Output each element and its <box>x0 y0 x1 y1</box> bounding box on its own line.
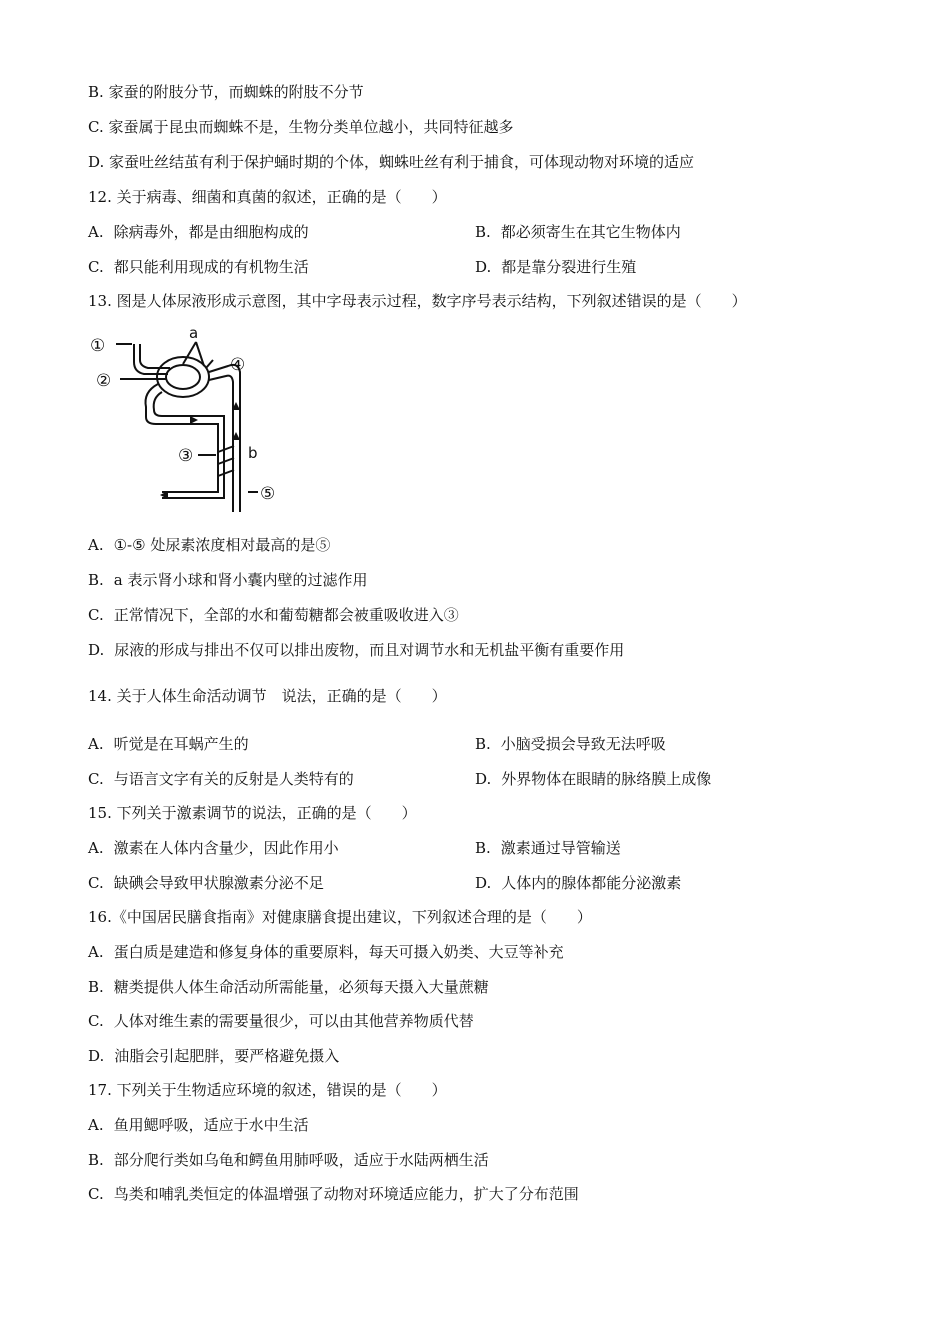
option-text: 人体对维生素的需要量很少，可以由其他营养物质代替 <box>113 1012 474 1030</box>
q17-option-c <box>88 1184 579 1204</box>
q13-option-a <box>88 535 330 555</box>
option-letter: B. <box>475 223 491 241</box>
diagram-label-4: ④ <box>230 355 246 375</box>
option-letter: C. <box>88 118 104 136</box>
reabsorption-arrows <box>218 446 234 476</box>
q16-option-a <box>88 942 564 962</box>
diagram-label-5: ⑤ <box>260 484 276 504</box>
option-letter: C. <box>88 606 104 624</box>
q12-option-b <box>475 222 681 242</box>
q17-stem: 17. 下列关于生物适应环境的叙述，错误的是（ ） <box>88 1081 447 1099</box>
option-letter: C. <box>88 770 104 788</box>
q15-option-a <box>88 838 339 858</box>
option-letter: A. <box>88 223 104 241</box>
option-text: 听觉是在耳蜗产生的 <box>113 735 249 753</box>
urine-formation-diagram <box>88 322 288 517</box>
option-text: ①-⑤ 处尿素浓度相对最高的是⑤ <box>113 536 331 554</box>
option-text: 都必须寄生在其它生物体内 <box>500 223 681 241</box>
option-text: 小脑受损会导致无法呼吸 <box>500 735 666 753</box>
q12-option-a <box>88 222 309 242</box>
option-letter: B. <box>88 571 104 589</box>
option-letter: B. <box>475 839 491 857</box>
q13-stem: 13. 图是人体尿液形成示意图，其中字母表示过程，数字序号表示结构，下列叙述错误的是（ ） <box>88 292 747 310</box>
q16-option-b <box>88 977 489 997</box>
q15-option-d <box>475 873 681 893</box>
q13-option-c <box>88 605 459 625</box>
q14-option-c <box>88 769 354 789</box>
option-text: 除病毒外，都是由细胞构成的 <box>113 223 309 241</box>
renal-tubule-inner <box>154 392 224 442</box>
option-text: 家蚕吐丝结茧有利于保护蛹时期的个体，蜘蛛吐丝有利于捕食，可体现动物对环境的适应 <box>109 153 695 171</box>
q16-option-d <box>88 1046 339 1066</box>
option-text: 鱼用鳃呼吸，适应于水中生活 <box>113 1116 309 1134</box>
option-letter: B. <box>88 978 104 996</box>
q13-option-d <box>88 640 624 660</box>
option-letter: D. <box>88 153 105 171</box>
option-text: 激素在人体内含量少，因此作用小 <box>113 839 339 857</box>
option-text: 家蚕的附肢分节，而蜘蛛的附肢不分节 <box>108 83 364 101</box>
afferent-arteriole-inner <box>140 344 170 368</box>
q14-option-d <box>475 769 711 789</box>
option-text: 缺碘会导致甲状腺激素分泌不足 <box>113 874 324 892</box>
renal-tubule <box>146 384 219 442</box>
q11-option-c <box>88 117 514 137</box>
option-letter: D. <box>475 770 492 788</box>
option-text: 糖类提供人体生命活动所需能量，必须每天摄入大量蔗糖 <box>113 978 489 996</box>
option-letter: D. <box>88 1047 105 1065</box>
option-letter: A. <box>88 943 104 961</box>
q12-option-c <box>88 257 309 277</box>
option-text: 人体内的腺体都能分泌激素 <box>501 874 682 892</box>
option-letter: D. <box>475 874 492 892</box>
option-letter: B. <box>88 83 104 101</box>
option-text: 激素通过导管输送 <box>500 839 621 857</box>
option-text: 正常情况下，全部的水和葡萄糖都会被重吸收进入③ <box>113 606 459 624</box>
q14-option-a <box>88 734 249 754</box>
option-text: 蛋白质是建造和修复身体的重要原料，每天可摄入奶类、大豆等补充 <box>113 943 564 961</box>
q12-stem: 12. 关于病毒、细菌和真菌的叙述，正确的是（ ） <box>88 188 447 206</box>
q17-option-b <box>88 1150 489 1170</box>
q14-stem: 14. 关于人体生命活动调节 说法，正确的是（ ） <box>88 687 447 705</box>
option-letter: B. <box>88 1151 104 1169</box>
option-letter: D. <box>88 641 105 659</box>
option-letter: A. <box>88 839 104 857</box>
option-letter: A. <box>88 1116 104 1134</box>
option-letter: C. <box>88 258 104 276</box>
q17-option-a <box>88 1115 309 1135</box>
q11-option-d <box>88 152 694 172</box>
diagram-label-a: a <box>189 324 199 342</box>
option-letter: A. <box>88 536 104 554</box>
option-letter: A. <box>88 735 104 753</box>
option-letter: C. <box>88 1185 104 1203</box>
glomerulus <box>166 365 200 389</box>
option-text: 与语言文字有关的反射是人类特有的 <box>113 770 354 788</box>
q13-option-b <box>88 570 368 590</box>
label-4-pointer <box>206 360 213 368</box>
diagram-label-2: ② <box>96 371 112 391</box>
q16-stem: 16.《中国居民膳食指南》对健康膳食提出建议，下列叙述合理的是（ ） <box>88 908 592 926</box>
option-text: 都只能利用现成的有机物生活 <box>113 258 309 276</box>
option-text: 外界物体在眼睛的脉络膜上成像 <box>501 770 712 788</box>
q15-stem: 15. 下列关于激素调节的说法，正确的是（ ） <box>88 804 417 822</box>
option-text: 尿液的形成与排出不仅可以排出废物，而且对调节水和无机盐平衡有重要作用 <box>114 641 625 659</box>
q12-option-d <box>475 257 636 277</box>
diagram-label-3: ③ <box>178 446 194 466</box>
option-text: 部分爬行类如乌龟和鳄鱼用肺呼吸，适应于水陆两栖生活 <box>113 1151 489 1169</box>
diagram-label-1: ① <box>90 336 106 356</box>
q15-option-b <box>475 838 621 858</box>
q11-option-b <box>88 82 364 102</box>
option-letter: C. <box>88 1012 104 1030</box>
option-text: 都是靠分裂进行生殖 <box>501 258 637 276</box>
option-text: 油脂会引起肥胖，要严格避免摄入 <box>114 1047 340 1065</box>
option-text: 鸟类和哺乳类恒定的体温增强了动物对环境适应能力，扩大了分布范围 <box>113 1185 579 1203</box>
q14-option-b <box>475 734 666 754</box>
diagram-label-b: b <box>248 444 258 462</box>
option-text: a 表示肾小球和肾小囊内壁的过滤作用 <box>113 571 368 589</box>
q16-option-c <box>88 1011 474 1031</box>
option-letter: D. <box>475 258 492 276</box>
option-letter: B. <box>475 735 491 753</box>
q15-option-c <box>88 873 324 893</box>
option-letter: C. <box>88 874 104 892</box>
option-text: 家蚕属于昆虫而蜘蛛不是，生物分类单位越小，共同特征越多 <box>108 118 514 136</box>
